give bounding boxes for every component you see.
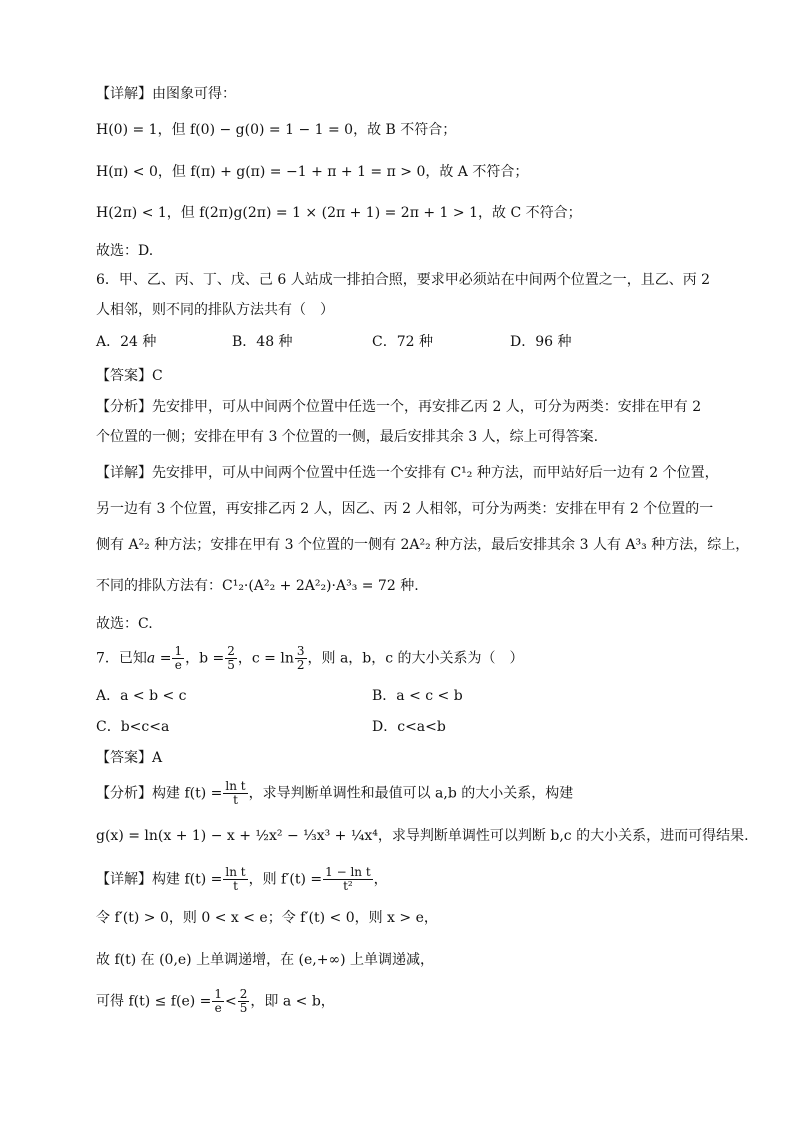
q6-option-c: C．72 种 bbox=[372, 334, 433, 350]
q7-detail-line-3: 故 f(t) 在 (0,e) 上单调递增，在 (e,+∞) 上单调递减， bbox=[96, 952, 435, 968]
q7-analysis-line-2: g(x) = ln(x + 1) − x + ½x² − ⅓x³ + ¼x⁴，求导判断单调性可以判断 b,c 的大小关系，进而可得结果. bbox=[96, 828, 749, 844]
q7-analysis-line-1: 【分析】构建 f(t) = $\frac{\text{ln t}}{t}$ ，求导判断单调性和最值可以 a,b 的大小关系，构建 bbox=[96, 779, 574, 807]
question-6-line-2: 人相邻，则不同的排队方法共有（ ） bbox=[96, 302, 334, 318]
q6-detail-line-4: 不同的排队方法有：C¹₂·(A²₂ + 2A²₂)·A³₃ = 72 种. bbox=[96, 578, 419, 594]
q6-analysis-line-2: 个位置的一侧；安排在甲有 3 个位置的一侧，最后安排其余 3 人，综上可得答案. bbox=[96, 429, 599, 445]
solution-line-hpi: H(π) < 0，但 f(π) + g(π) = −1 + π + 1 = π > 0，故 A 不符合； bbox=[96, 164, 529, 180]
fraction-lnt-over-t: $\frac{\text{ln t}}{t}$ bbox=[225, 779, 246, 807]
solution-tag: 【详解】 bbox=[96, 86, 152, 102]
q7-option-a: A．a < b < c bbox=[96, 688, 187, 704]
q7-detail-line-2: 令 f′(t) > 0，则 0 < x < e；令 f′(t) < 0，则 x > e， bbox=[96, 910, 438, 926]
q7-answer: 【答案】A bbox=[96, 750, 163, 766]
q7-option-c: C．b<c<a bbox=[96, 719, 170, 735]
fraction-3-over-2: $\frac{3}{2}$ bbox=[296, 644, 305, 672]
solution-line-h2pi: H(2π) < 1，但 f(2π)g(2π) = 1 × (2π + 1) = 2π + 1 > 1，故 C 不符合； bbox=[96, 205, 582, 221]
fraction-lnt-over-t: $\frac{\text{ln t}}{t}$ bbox=[225, 865, 246, 893]
fraction-2-over-5: $\frac{2}{5}$ bbox=[239, 987, 248, 1015]
solution-line-h0: H(0) = 1，但 f(0) − g(0) = 1 − 1 = 0，故 B 不符合； bbox=[96, 122, 457, 138]
q6-analysis-line-1: 【分析】先安排甲，可从中间两个位置中任选一个，再安排乙丙 2 人，可分为两类：安排在甲有 2 bbox=[96, 399, 702, 415]
fraction-1-over-e: $\frac{1}{e}$ bbox=[214, 987, 223, 1015]
q6-option-a: A．24 种 bbox=[96, 334, 157, 350]
q6-detail-line-2: 另一边有 3 个位置，再安排乙丙 2 人，因乙、丙 2 人相邻，可分为两类：安排在甲有 2 个位置的一 bbox=[96, 501, 714, 517]
question-7: 7．已知a = $\frac{1}{e}$ ，b = $\frac{2}{5}$ ，c = ln $\frac{3}{2}$ ，则 a，b，c 的大小关系为（ ） bbox=[96, 644, 524, 672]
fraction-derivative: $\frac{\text{1 − ln t}}{\text{t²}}$ bbox=[325, 865, 371, 893]
q6-option-d: D．96 种 bbox=[510, 334, 572, 350]
q7-option-b: B．a < c < b bbox=[372, 688, 463, 704]
q6-detail-line-3: 侧有 A²₂ 种方法；安排在甲有 3 个位置的一侧有 2A²₂ 种方法，最后安排其余 3 人有 A³₃ 种方法，综上， bbox=[96, 537, 750, 553]
q6-option-b: B．48 种 bbox=[232, 334, 293, 350]
q6-answer: 【答案】C bbox=[96, 368, 163, 384]
question-6-line-1: 6．甲、乙、丙、丁、戊、己 6 人站成一排拍合照，要求甲必须站在中间两个位置之一，且乙、丙 2 bbox=[96, 272, 711, 288]
q6-detail-line-1: 【详解】先安排甲，可从中间两个位置中任选一个安排有 C¹₂ 种方法，而甲站好后一边有 2 个位置， bbox=[96, 465, 719, 481]
fraction-1-over-e: $\frac{1}{e}$ bbox=[174, 644, 183, 672]
solution-intro: 【详解】由图象可得： bbox=[96, 86, 236, 102]
answer-select-c: 故选：C. bbox=[96, 616, 153, 632]
fraction-2-over-5: $\frac{2}{5}$ bbox=[227, 644, 235, 672]
q7-option-d: D．c<a<b bbox=[372, 719, 446, 735]
answer-select-d: 故选：D. bbox=[96, 243, 154, 259]
q7-detail-line-4: 可得 f(t) ≤ f(e) = $\frac{1}{e}$ < $\frac{2}{5}$ ，即 a < b， bbox=[96, 987, 335, 1015]
q7-detail-line-1: 【详解】构建 f(t) = $\frac{\text{ln t}}{t}$ ，则 f′(t) = $\frac{\text{1 − ln t}}{\text{t²}}$ ， bbox=[96, 865, 388, 893]
